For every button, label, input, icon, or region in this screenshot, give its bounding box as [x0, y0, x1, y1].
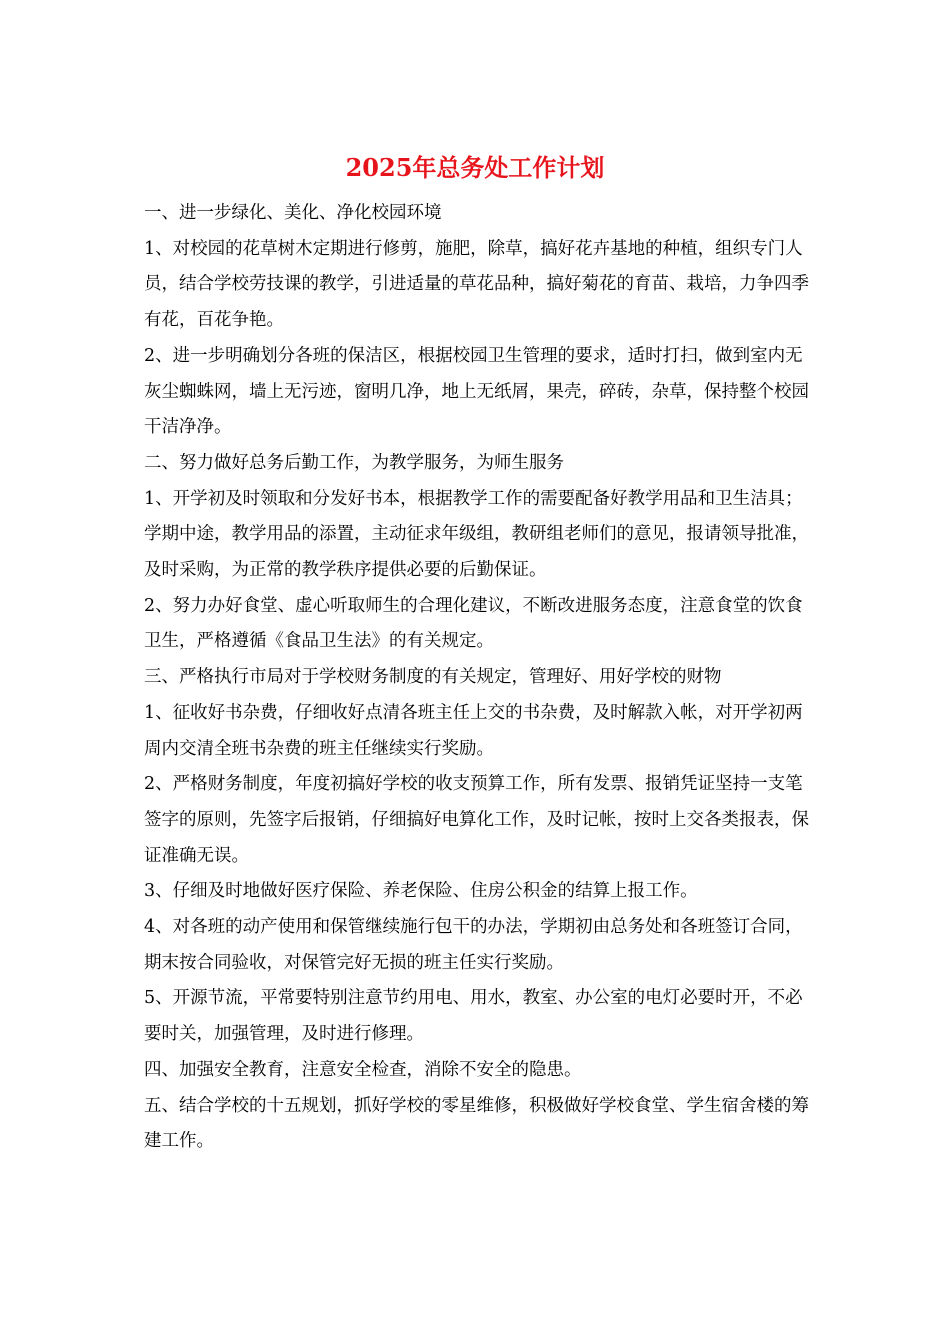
- paragraph: 4、对各班的动产使用和保管继续施行包干的办法，学期初由总务处和各班签订合同，期末按合同验收，对保管完好无损的班主任实行奖励。: [144, 917, 803, 973]
- paragraph: 2、进一步明确划分各班的保洁区，根据校园卫生管理的要求，适时打扫，做到室内无灰尘蜘蛛网，墙上无污迹，窗明几净，地上无纸屑，果壳，碎砖，杂草，保持整个校园干洁净净。: [144, 345, 809, 438]
- section-heading-4: 四、加强安全教育，注意安全检查，消除不安全的隐患。: [144, 1059, 582, 1080]
- document-title: 2025年总务处工作计划: [345, 153, 605, 182]
- document-body: [144, 196, 816, 1160]
- paragraph: 1、对校园的花草树木定期进行修剪，施肥，除草，搞好花卉基地的种植，组织专门人员，结合学校劳技课的教学，引进适量的草花品种，搞好菊花的育苗、栽培，力争四季有花，百花争艳。: [144, 238, 809, 331]
- section-heading-5: 五、结合学校的十五规划，抓好学校的零星维修，积极做好学校食堂、学生宿舍楼的筹建工作。: [144, 1095, 809, 1152]
- paragraph: 1、开学初及时领取和分发好书本，根据教学工作的需要配备好教学用品和卫生洁具；学期中途，教学用品的添置，主动征求年级组，教研组老师们的意见，报请领导批准，及时采购，为正常的教学秩序提供必要的后勤保证。: [144, 488, 809, 581]
- paragraph: 5、开源节流，平常要特别注意节约用电、用水，教室、办公室的电灯必要时开，不必要时关，加强管理，及时进行修理。: [144, 988, 803, 1045]
- paragraph: 2、严格财务制度，年度初搞好学校的收支预算工作，所有发票、报销凭证坚持一支笔签字的原则，先签字后报销，仔细搞好电算化工作，及时记帐，按时上交各类报表，保证准确无误。: [144, 774, 809, 866]
- section-heading-2: 二、努力做好总务后勤工作，为教学服务，为师生服务: [144, 452, 564, 473]
- section-heading-1: 一、进一步绿化、美化、净化校园环境: [144, 203, 442, 223]
- paragraph: 2、努力办好食堂、虚心听取师生的合理化建议，不断改进服务态度，注意食堂的饮食卫生，严格遵循《食品卫生法》的有关规定。: [144, 595, 803, 652]
- paragraph: 1、征收好书杂费，仔细收好点清各班主任上交的书杂费，及时解款入帐，对开学初两周内交清全班书杂费的班主任继续实行奖励。: [144, 702, 803, 759]
- section-heading-3: 三、严格执行市局对于学校财务制度的有关规定，管理好、用好学校的财物: [144, 667, 722, 688]
- paragraph: 3、仔细及时地做好医疗保险、养老保险、住房公积金的结算上报工作。: [144, 881, 698, 902]
